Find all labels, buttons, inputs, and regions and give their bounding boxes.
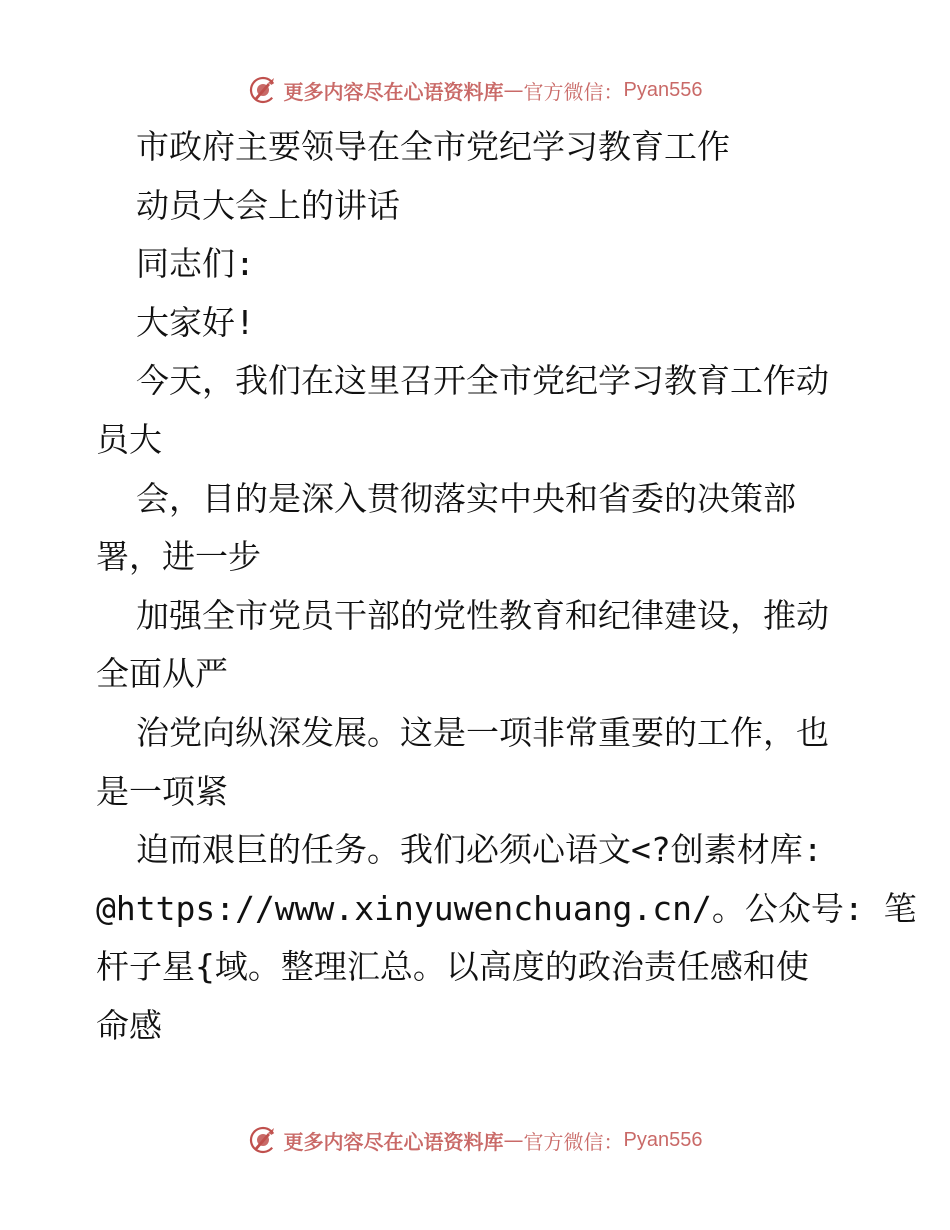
paragraph-line: 全面从严: [96, 654, 228, 694]
paragraph-line: 会，目的是深入贯彻落实中央和省委的决策部: [136, 478, 796, 518]
paragraph-line: 迫而艰巨的任务。我们必须心语文<?创素材库:: [136, 830, 823, 870]
brand-text: 更多内容尽在心语资料库: [283, 79, 504, 104]
banner-dash: —: [503, 78, 524, 102]
banner-dash: —: [503, 1128, 524, 1152]
paragraph-line: 署，进一步: [96, 537, 261, 577]
greeting-line: 大家好!: [136, 302, 255, 342]
paragraph-line: 命感: [96, 1005, 162, 1045]
footer-watermark-banner: [0, 1120, 950, 1160]
quill-pen-circle-icon: [248, 1125, 278, 1155]
wechat-id: Pyan556: [623, 78, 703, 101]
brand-text: 更多内容尽在心语资料库: [283, 1129, 504, 1154]
wechat-label: 官方微信：: [523, 1129, 624, 1154]
wechat-id: Pyan556: [623, 1128, 703, 1151]
speech-text: [96, 118, 917, 1056]
paragraph-line: 是一项紧: [96, 771, 228, 811]
paragraph-line: 加强全市党员干部的党性教育和纪律建设，推动: [136, 595, 829, 635]
paragraph-line: 杆子星{域。整理汇总。以高度的政治责任感和使: [96, 947, 809, 987]
paragraph-line: 治党向纵深发展。这是一项非常重要的工作，也: [136, 712, 829, 752]
salutation-line: 同志们:: [136, 244, 255, 284]
paragraph-line: 员大: [96, 419, 162, 459]
title-line-1: 市政府主要领导在全市党纪学习教育工作: [136, 127, 730, 166]
wechat-label: 官方微信：: [523, 79, 624, 104]
title-line-2: 动员大会上的讲话: [136, 185, 400, 225]
paragraph-line: @https://www.xinyuwenchuang.cn/。公众号: 笔: [96, 888, 917, 928]
paragraph-line: 今天，我们在这里召开全市党纪学习教育工作动: [136, 361, 829, 401]
quill-pen-circle-icon: [248, 75, 278, 105]
header-watermark-banner: [0, 70, 950, 110]
